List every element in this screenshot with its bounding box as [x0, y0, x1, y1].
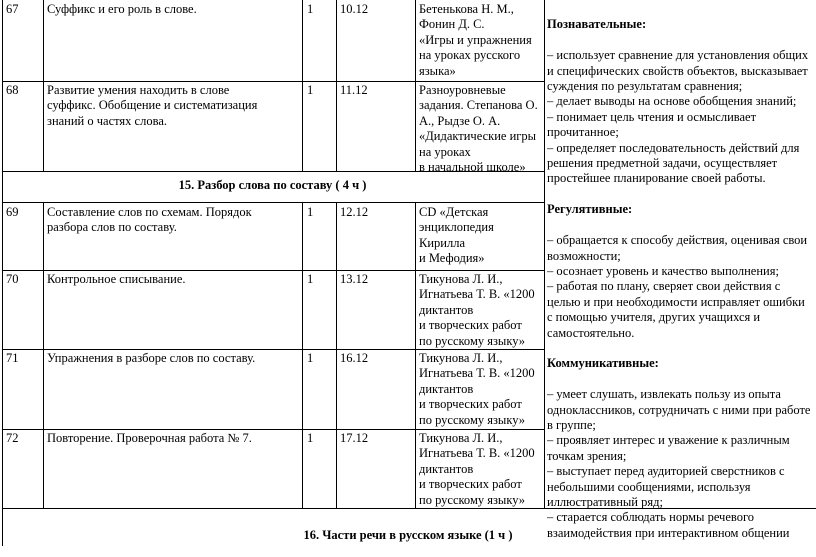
- section-title: 16. Части речи в русском языке (1 ч ): [303, 528, 513, 542]
- cognitive-text: – использует сравнение для установления общих и специфических свойств объектов, высказывает суждения по результатам сравнения; – делает выводы на основе обобщения знаний; – понимает цель чтения и осмысливает прочитанное; – определяет последовательность действий для решения предметной задачи, осуществляет простейшее планирование своей работы.: [547, 48, 809, 186]
- row-number: 70: [6, 272, 19, 286]
- table-border: [415, 202, 416, 509]
- table-border: [43, 202, 44, 509]
- lesson-hours: 1: [307, 2, 314, 16]
- lesson-hours: 1: [307, 351, 314, 365]
- regulatory-text: – обращается к способу действия, оценивая свои возможности; – осознает уровень и качество выполнения; – работая по плану, сверяет свои действия с целью и при необходимости исправляет ошибки с помощью учителя, других учащихся и самостоятельно.: [547, 233, 808, 340]
- table-border: [544, 0, 545, 509]
- lesson-hours: 1: [307, 272, 314, 286]
- lesson-hours: 1: [307, 431, 314, 445]
- lesson-literature: Разноуровневые задания. Степанова О. А., Рыдзе О. А. «Дидактические игры на уроках в начальной школе»: [419, 83, 538, 175]
- lesson-topic: Контрольное списывание.: [47, 272, 186, 286]
- regulatory-title: Регулятивные:: [547, 202, 633, 217]
- lesson-literature: Тикунова Л. И., Игнатьева Т. В. «1200 диктантов и творческих работ по русскому языку»: [419, 351, 535, 427]
- cognitive-title: Познавательные:: [547, 17, 647, 32]
- row-number: 72: [6, 431, 19, 445]
- lesson-topic: Суффикс и его роль в слове.: [47, 2, 197, 16]
- lesson-hours: 1: [307, 83, 314, 97]
- table-border: [2, 81, 544, 82]
- table-border: [2, 270, 544, 271]
- table-border: [415, 0, 416, 172]
- table-border: [2, 429, 544, 430]
- lesson-literature: CD «Детская энциклопедия Кирилла и Мефодия»: [419, 205, 494, 266]
- table-border: [2, 349, 544, 350]
- row-number: 68: [6, 83, 19, 97]
- lesson-topic: Составление слов по схемам. Порядок разбора слов по составу.: [47, 205, 252, 235]
- lesson-literature: Тикунова Л. И., Игнатьева Т. В. «1200 диктантов и творческих работ по русскому языку»: [419, 272, 535, 348]
- lesson-literature: Тикунова Л. И., Игнатьева Т. В. «1200 диктантов и творческих работ по русскому языку»: [419, 431, 535, 507]
- section-title: 15. Разбор слова по составу ( 4 ч ): [178, 178, 367, 192]
- communicative-title: Коммуникативные:: [547, 356, 659, 371]
- lesson-topic: Развитие умения находить в слове суффикс. Обобщение и систематизация знаний о частях слова.: [47, 83, 258, 128]
- lesson-topic: Упражнения в разборе слов по составу.: [47, 351, 256, 365]
- communicative-text: – умеет слушать, извлекать пользу из опыта одноклассников, сотрудничать с ними при работе в группе; – проявляет интерес и уважение к различным точкам зрения; – выступает перед аудиторией сверстников с небольшими сообщениями, используя иллюстративный ряд; – старается соблюдать нормы речевого взаимодействия при интерактивном общении: [547, 387, 811, 540]
- lesson-date: 10.12: [340, 2, 369, 16]
- lesson-hours: 1: [307, 205, 314, 219]
- table-border: [2, 202, 544, 203]
- row-number: 69: [6, 205, 19, 219]
- table-border: [43, 0, 44, 172]
- lesson-date: 11.12: [340, 83, 368, 97]
- row-number: 67: [6, 2, 19, 16]
- lesson-topic: Повторение. Проверочная работа № 7.: [47, 431, 252, 445]
- table-border: [302, 0, 303, 172]
- lesson-date: 17.12: [340, 431, 369, 445]
- table-border: [302, 202, 303, 509]
- lesson-date: 16.12: [340, 351, 369, 365]
- row-number: 71: [6, 351, 19, 365]
- lesson-date: 12.12: [340, 205, 369, 219]
- uud-column: [547, 2, 816, 557]
- lesson-date: 13.12: [340, 272, 369, 286]
- lesson-literature: Бетенькова Н. М., Фонин Д. С. «Игры и упражнения на уроках русского языка»: [419, 2, 532, 78]
